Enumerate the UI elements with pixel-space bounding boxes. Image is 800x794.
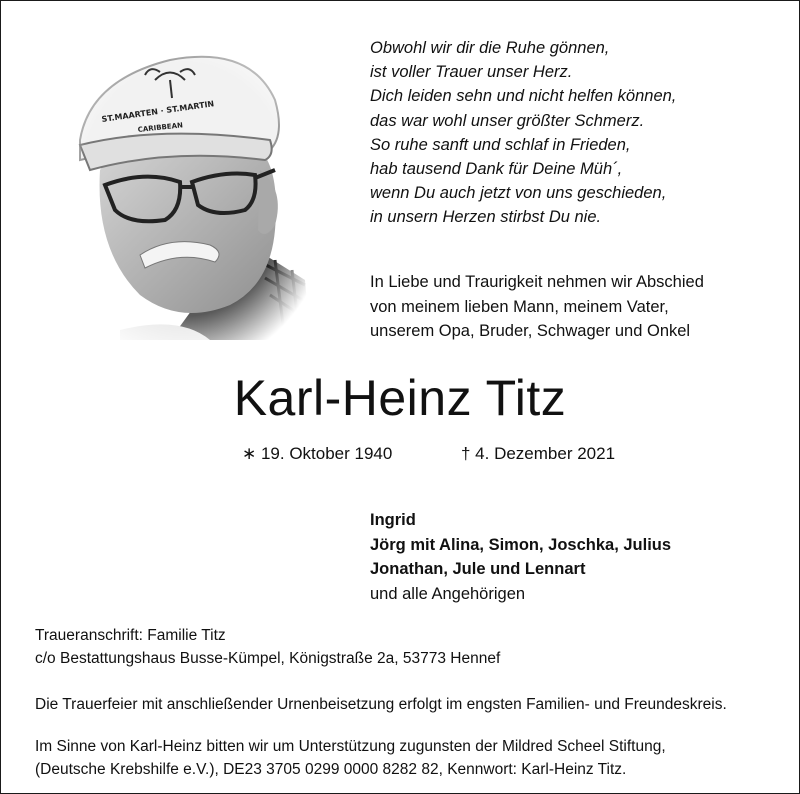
intro-line: unserem Opa, Bruder, Schwager und Onkel [370,322,691,340]
farewell-intro [370,270,704,344]
poem-line: in unsern Herzen stirbst Du nie. [370,208,602,227]
mourners-list [370,508,671,606]
poem-line: ist voller Trauer unser Herz. [370,63,573,82]
portrait-photo [60,40,310,340]
mourner-line: Ingrid [370,511,416,529]
poem-line: hab tausend Dank für Deine Müh´, [370,160,623,179]
donation-line: Im Sinne von Karl-Heinz bitten wir um Unterstützung zugunsten der Mildred Scheel Stiftung, [35,738,666,755]
poem-line: Obwohl wir dir die Ruhe gönnen, [370,39,610,57]
birth-date: ∗ 19. Oktober 1940 [242,444,393,463]
donation-request [35,735,666,781]
mourner-line: und alle Angehörigen [370,584,526,603]
poem-line: das war wohl unser größter Schmerz. [370,111,645,130]
address-line: c/o Bestattungshaus Busse-Kümpel, Königstraße 2a, 53773 Hennef [35,650,501,667]
mourning-address [35,624,500,670]
poem-line: Dich leiden sehn und nicht helfen können, [370,87,677,106]
poem-line: wenn Du auch jetzt von uns geschieden, [370,184,667,203]
poem [370,36,676,230]
intro-line: von meinem lieben Mann, meinem Vater, [370,297,669,316]
deceased-name: Karl-Heinz Titz [233,370,567,426]
mourner-line: Jörg mit Alina, Simon, Joschka, Julius [370,535,672,554]
donation-line: (Deutsche Krebshilfe e.V.), DE23 3705 0299 0000 8282 82, Kennwort: Karl-Heinz Titz. [35,761,627,778]
poem-line: So ruhe sanft und schlaf in Frieden, [370,135,631,154]
intro-line: In Liebe und Traurigkeit nehmen wir Abschied [370,273,704,291]
death-date: † 4. Dezember 2021 [461,444,616,463]
address-line: Traueranschrift: Familie Titz [35,627,226,644]
ceremony-notice: Die Trauerfeier mit anschließender Urnenbeisetzung erfolgt im engsten Familien- und Freundeskreis. [35,696,727,713]
mourner-line: Jonathan, Jule und Lennart [370,560,586,578]
